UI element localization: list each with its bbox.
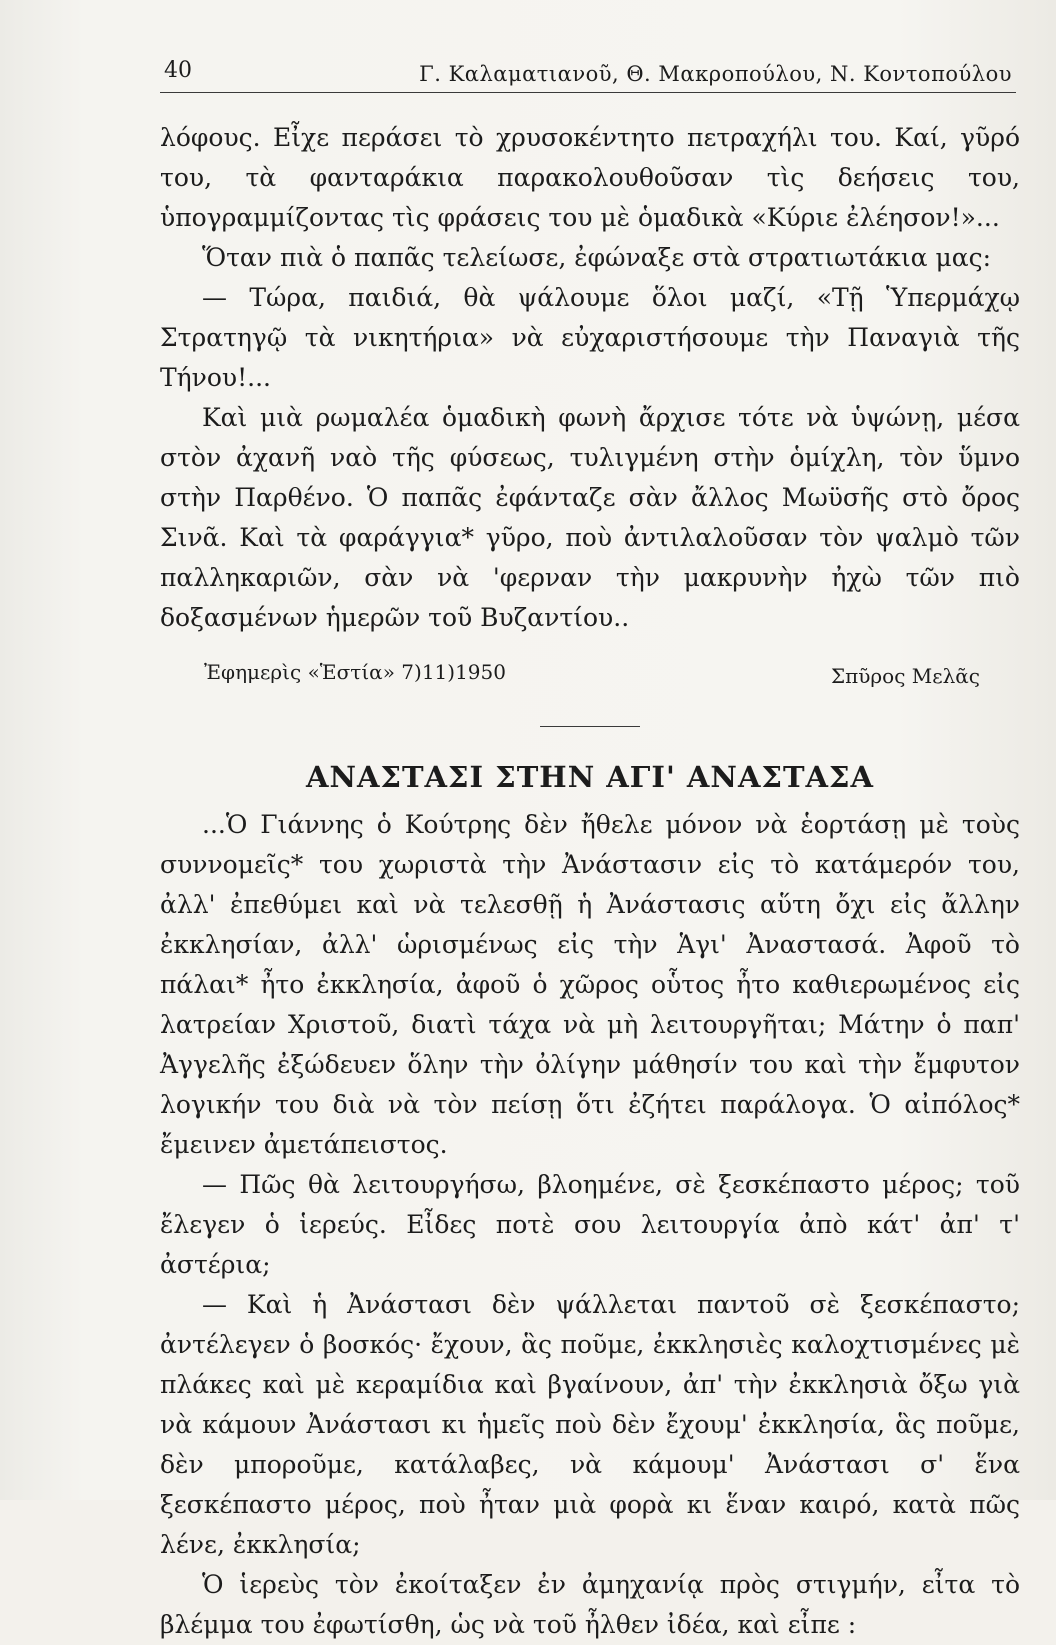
paragraph: — Τώρα, παιδιά, θὰ ψάλουμε ὅλοι μαζί, «Τῇ Ὑπερμάχῳ Στρατηγῷ τὰ νικητήρια» νὰ εὐχαριστήσουμε τὴν Παναγιὰ τῆς Τήνου!... (160, 283, 1020, 392)
paragraph: Καὶ μιὰ ρωμαλέα ὁμαδικὴ φωνὴ ἄρχισε τότε νὰ ὑψώνῃ, μέσα στὸν ἀχανῆ ναὸ τῆς φύσεως, τυλιγμένη στὴν ὁμίχλη, τὸν ὕμνο στὴν Παρθένο. Ὁ παπᾶς ἐφάνταζε σὰν ἄλλος Μωϋσῆς στὸ ὄρος Σινᾶ. Καὶ τὰ φαράγγια* γῦρο, ποὺ ἀντιλαλοῦσαν τὸν ψαλμὸ τῶν παλληκαριῶν, σὰν νὰ 'φερναν τὴν μακρυνὴν ἠχὼ τῶν πιὸ δοξασμένων ἡμερῶν τοῦ Βυζαντίου.. (160, 403, 1020, 632)
paragraph: λόφους. Εἶχε περάσει τὸ χρυσοκέντητο πετραχήλι του. Καί, γῦρό του, τὰ φανταράκια παρακολουθοῦσαν τὶς δεήσεις του, ὑπογραμμίζοντας τὶς φράσεις του μὲ ὁμαδικὰ «Κύριε ἐλέησον!»... (160, 123, 1020, 232)
running-head: Γ. Καλαματιανοῦ, Θ. Μακροπούλου, Ν. Κοντοπούλου (419, 62, 1012, 86)
page-header (160, 52, 1016, 93)
paragraph: — Πῶς θὰ λειτουργήσω, βλοημένε, σὲ ξεσκέπαστο μέρος; τοῦ ἔλεγεν ὁ ἱερεύς. Εἶδες ποτὲ σου λειτουργία ἀπὸ κάτ' ἀπ' τ' ἀστέρια; (160, 1170, 1020, 1279)
page-body (160, 118, 1020, 1645)
section-title: ΑΝΑΣΤΑΣΙ ΣΤΗΝ ΑΓΙ' ΑΝΑΣΤΑΣΑ (305, 760, 875, 794)
paragraph: — Καὶ ἡ Ἀνάστασι δὲν ψάλλεται παντοῦ σὲ ξεσκέπαστο; ἀντέλεγεν ὁ βοσκός· ἔχουν, ἃς ποῦμε, ἐκκλησιὲς καλοχτισμένες μὲ πλάκες καὶ μὲ κεραμίδια καὶ βγαίνουν, ἀπ' τὴν ἐκκλησιὰ ὄξω γιὰ νὰ κάμουν Ἀνάστασι κι ἡμεῖς ποὺ δὲν ἔχουμ' ἐκκλησία, ἃς ποῦμε, δὲν μποροῦμε, κατάλαβες, νὰ κάμουμ' Ἀνάστασι σ' ἕνα ξεσκέπαστο μέρος, ποὺ ἦταν μιὰ φορὰ κι ἕναν καιρό, κατὰ πῶς λένε, ἐκκλησία; (160, 1290, 1020, 1559)
author-name: Σπῦρος Μελᾶς (830, 664, 980, 688)
source-attribution (160, 646, 1020, 688)
paragraph: Ὅταν πιὰ ὁ παπᾶς τελείωσε, ἐφώναξε στὰ στρατιωτάκια μας: (202, 243, 992, 272)
page-number: 40 (164, 58, 192, 83)
paragraph: Ὁ ἱερεὺς τὸν ἐκοίταξεν ἐν ἀμηχανίᾳ πρὸς στιγμήν, εἶτα τὸ βλέμμα του ἐφωτίσθη, ὡς νὰ τοῦ ἦλθεν ἰδέα, καὶ εἶπε : (160, 1570, 1020, 1639)
newspaper-source: Ἐφημερὶς «Ἑστία» 7)11)1950 (204, 660, 506, 684)
section-divider (540, 726, 640, 727)
paragraph: ...Ὁ Γιάννης ὁ Κούτρης δὲν ἤθελε μόνον νὰ ἑορτάσῃ μὲ τοὺς συννομεῖς* του χωριστὰ τὴν Ἀνάστασιν εἰς τὸ κατάμερόν του, ἀλλ' ἐπεθύμει καὶ νὰ τελεσθῇ ἡ Ἀνάστασις αὕτη ὄχι εἰς ἄλλην ἐκκλησίαν, ἀλλ' ὡρισμένως εἰς τὴν Ἁγι' Ἀναστασά. Ἀφοῦ τὸ πάλαι* ἦτο ἐκκλησία, ἀφοῦ ὁ χῶρος οὗτος ἦτο καθιερωμένος εἰς λατρείαν Χριστοῦ, διατὶ τάχα νὰ μὴ λειτουργῆται; Μάτην ὁ παπ' Ἀγγελῆς ἐξώδευεν ὅλην τὴν ὀλίγην μάθησίν του καὶ τὴν ἔμφυτον λογικήν του διὰ νὰ τὸν πείσῃ ὅτι ἐζήτει παράλογα. Ὁ αἰπόλος* ἔμεινεν ἀμετάπειστος. (160, 810, 1020, 1159)
